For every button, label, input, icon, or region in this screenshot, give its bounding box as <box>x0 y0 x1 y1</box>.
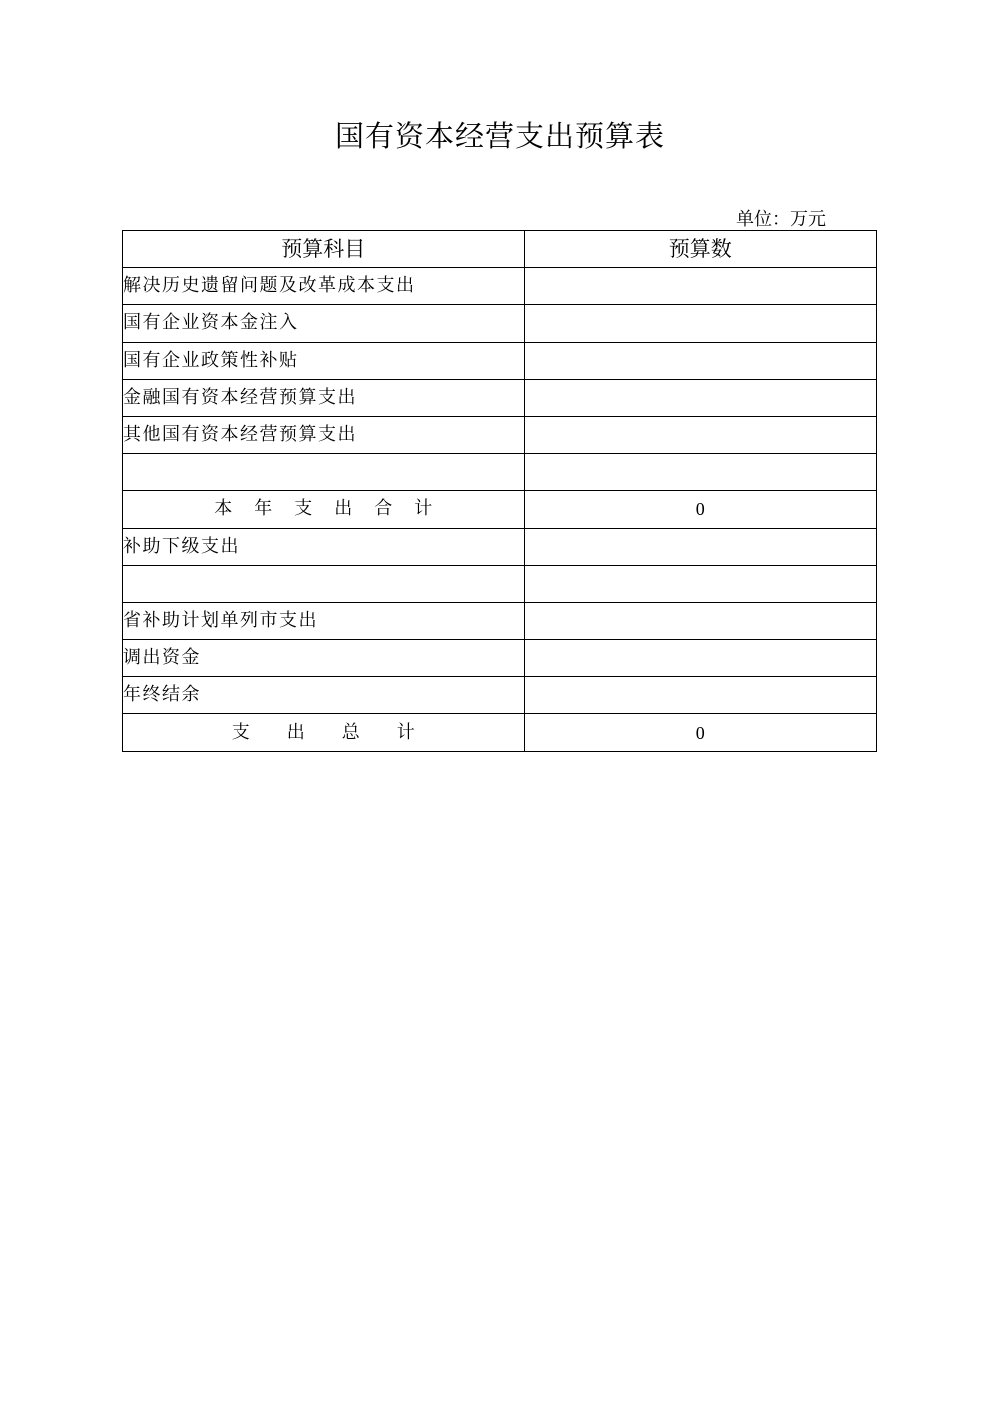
budget-item-cell: 补助下级支出 <box>123 528 525 565</box>
table-total-row <box>123 714 877 751</box>
table-row <box>123 565 877 602</box>
budget-amount-cell <box>524 379 876 416</box>
table-row <box>123 677 877 714</box>
budget-amount-cell <box>524 342 876 379</box>
table-row <box>123 416 877 453</box>
header-budget-item: 预算科目 <box>123 231 525 268</box>
table-row <box>123 640 877 677</box>
total-label: 本年支出合计 <box>123 491 525 528</box>
table-total-row <box>123 491 877 528</box>
budget-item-cell: 省补助计划单列市支出 <box>123 602 525 639</box>
total-amount: 0 <box>524 714 876 751</box>
budget-amount-cell <box>524 677 876 714</box>
table-header-row <box>123 231 877 268</box>
table-row <box>123 454 877 491</box>
budget-item-cell: 金融国有资本经营预算支出 <box>123 379 525 416</box>
budget-item-cell: 国有企业政策性补贴 <box>123 342 525 379</box>
table-row <box>123 342 877 379</box>
page-title: 国有资本经营支出预算表 <box>334 119 665 153</box>
budget-amount-cell <box>524 640 876 677</box>
budget-table <box>122 230 877 752</box>
budget-amount-cell <box>524 565 876 602</box>
budget-amount-cell <box>524 602 876 639</box>
total-amount: 0 <box>524 491 876 528</box>
table-row <box>123 268 877 305</box>
table-row <box>123 379 877 416</box>
budget-item-cell <box>123 454 525 491</box>
budget-amount-cell <box>524 454 876 491</box>
table-row <box>123 528 877 565</box>
table-row <box>123 305 877 342</box>
budget-amount-cell <box>524 416 876 453</box>
table-row <box>123 602 877 639</box>
budget-item-cell: 国有企业资本金注入 <box>123 305 525 342</box>
budget-amount-cell <box>524 528 876 565</box>
budget-item-cell: 其他国有资本经营预算支出 <box>123 416 525 453</box>
budget-item-cell: 调出资金 <box>123 640 525 677</box>
budget-item-cell: 解决历史遗留问题及改革成本支出 <box>123 268 525 305</box>
budget-item-cell <box>123 565 525 602</box>
table-body <box>123 268 877 751</box>
budget-item-cell: 年终结余 <box>123 677 525 714</box>
header-budget-amount: 预算数 <box>524 231 876 268</box>
total-label: 支出总计 <box>123 714 525 751</box>
unit-label: 单位：万元 <box>736 209 826 230</box>
budget-amount-cell <box>524 305 876 342</box>
budget-amount-cell <box>524 268 876 305</box>
